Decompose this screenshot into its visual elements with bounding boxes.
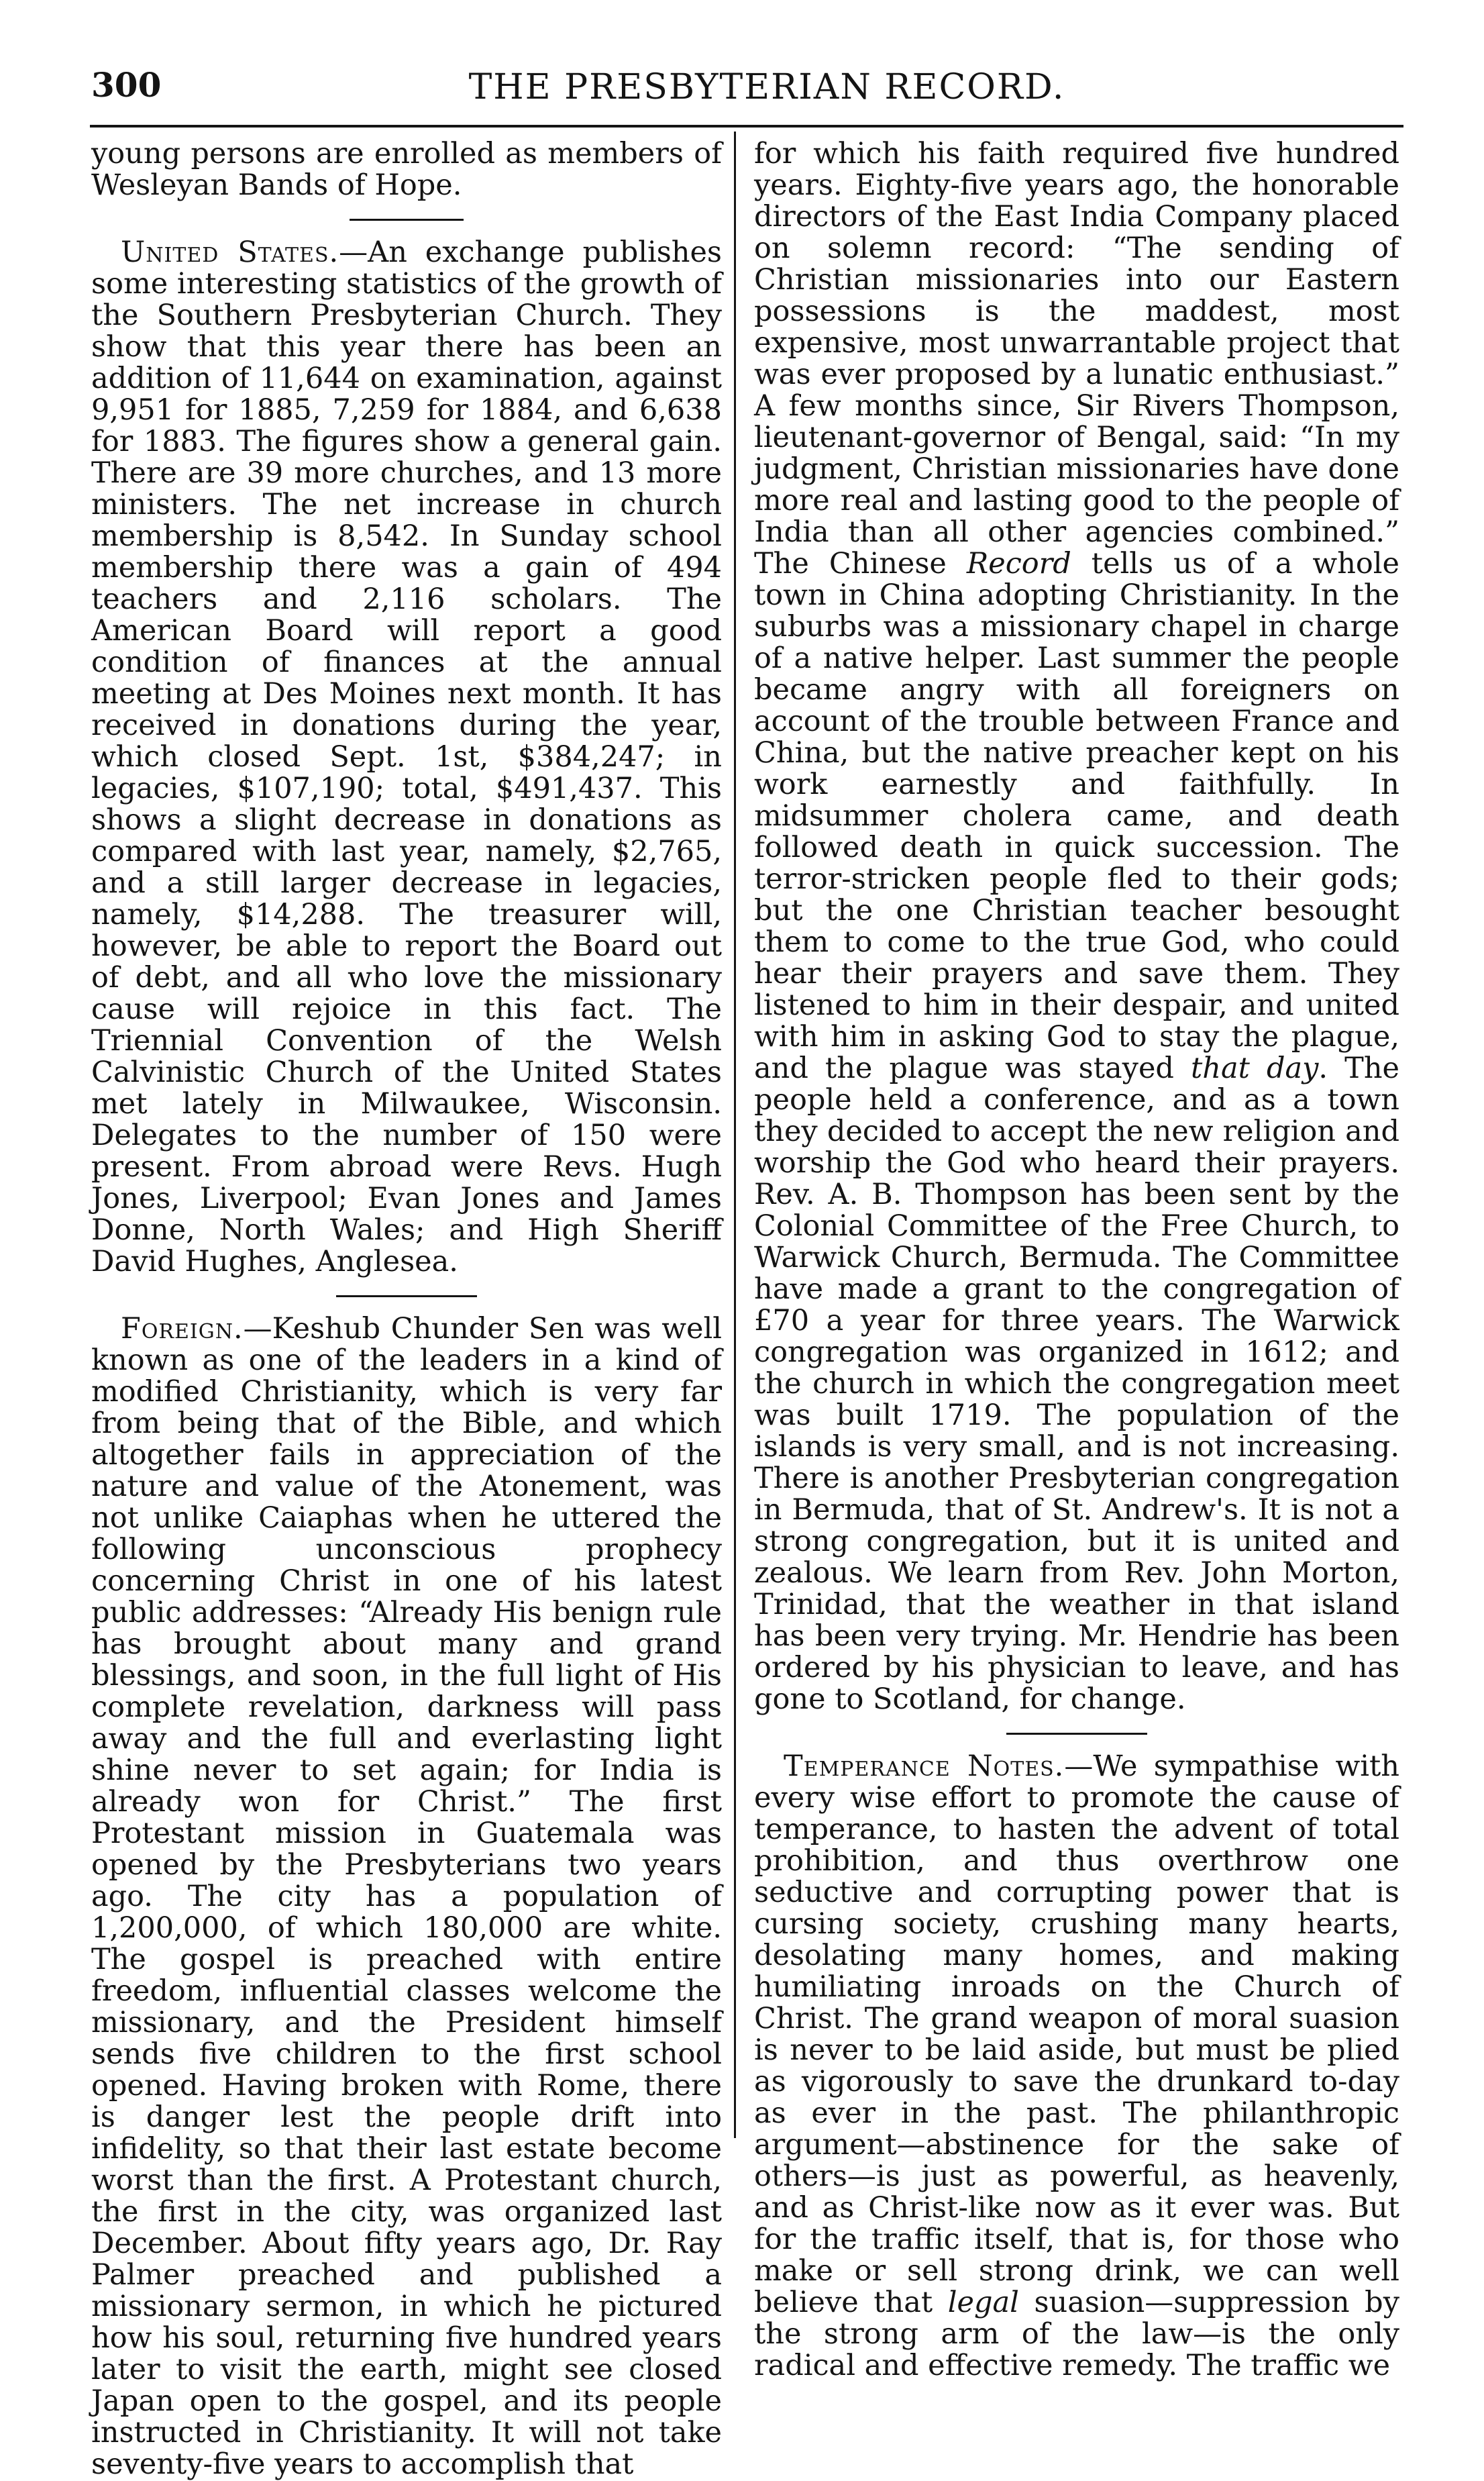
temperance-heading: Temperance Notes. <box>784 1750 1065 1783</box>
page-header <box>91 62 1402 122</box>
column-divider-rule <box>734 132 736 2138</box>
legal-italic: legal <box>947 2286 1019 2319</box>
united-states-heading: United States. <box>121 236 339 269</box>
that-day-italic: that day <box>1191 1052 1319 1085</box>
foreign-continued-text-3: . The people held a conference, and as a town they decided to accept the new religion and worship the God who heard their prayers. Rev. A. B. Thompson has been sent by the Colonial Committee of the Free Church, to Warwick Church, Bermuda. The Committee have made a grant to the congregation of £70 a year for three years. The Warwick congregation was organized in 1612; and the church in which the congregation meet was built 1719. The population of the islands is very small, and is not increasing. There is another Presbyterian congregation in Bermuda, that of St. Andrew's. It is not a strong congregation, but it is united and zealous. We learn from Rev. John Morton, Trinidad, that the weather in that island has been very trying. Mr. Hendrie has been ordered by his physician to leave, and has gone to Scotland, for change. <box>754 1052 1399 1716</box>
foreign-text: —Keshub Chunder Sen was well known as one of the leaders in a kind of modified Christianity, which is very far from being that of the Bible, and which altogether fails in appreciation of the nature and value of the Atonement, was not unlike Caiaphas when he uttered the following unconscious prophecy concerning Christ in one of his latest public addresses: “Already His benign rule has brought about many and grand blessings, and soon, in the full light of His complete revelation, darkness will pass away and the full and everlasting light shine never to set again; for India is already won for Christ.” The first Protestant mission in Guatemala was opened by the Presbyterians two years ago. The city has a population of 1,200,000, of which 180,000 are white. The gospel is preached with entire freedom, influential classes welcome the missionary, and the President himself sends five children to the first school opened. Having broken with Rome, there is danger lest the people drift into infidelity, so that their last estate become worst than the first. A Protestant church, the first in the city, was organized last December. About fifty years ago, Dr. Ray Palmer preached and published a missionary sermon, in which he pictured how his soul, returning five hundred years later to visit the earth, might see closed Japan open to the gospel, and its people instructed in Christianity. It will not take seventy-five years to accomplish that <box>91 1312 722 2481</box>
foreign-section <box>91 1313 722 2480</box>
continued-paragraph: young persons are enrolled as members of Wesleyan Bands of Hope. <box>91 137 722 202</box>
foreign-heading: Foreign. <box>121 1312 244 1346</box>
foreign-continued-text-1: for which his faith required five hundred years. Eighty-five years ago, the honorable directors of the East India Company placed on solemn record: “The sending of Christian missionaries into our Eastern possessions is the maddest, most expensive, most unwarrantable project that was ever proposed by a lunatic enthusiast.” A few months since, Sir Rivers Thompson, lieutenant-governor of Bengal, said: “In my judgment, Christian missionaries have done more real and lasting good to the people of India than all other agencies combined.” The Chinese <box>754 137 1399 580</box>
united-states-text: —An exchange publishes some interesting statistics of the growth of the Southern Presbyterian Church. They show that this year there has been an addition of 11,644 on examination, against 9,951 for 1885, 7,259 for 1884, and 6,638 for 1883. The figures show a general gain. There are 39 more churches, and 13 more ministers. The net increase in church membership is 8,542. In Sunday school membership there was a gain of 494 teachers and 2,116 scholars. The American Board will report a good condition of finances at the annual meeting at Des Moines next month. It has received in donations during the year, which closed Sept. 1st, $384,247; in legacies, $107,190; total, $491,437. This shows a slight decrease in donations as compared with last year, namely, $2,765, and a still larger decrease in legacies, namely, $14,288. The treasurer will, however, be able to report the Board out of debt, and all who love the missionary cause will rejoice in this fact. The Triennial Convention of the Welsh Calvinistic Church of the United States met lately in Milwaukee, Wisconsin. Delegates to the number of 150 were present. From abroad were Revs. Hugh Jones, Liverpool; Evan Jones and James Donne, North Wales; and High Sheriff David Hughes, Anglesea. <box>91 236 722 1278</box>
united-states-section <box>91 237 722 1278</box>
temperance-text-2: suasion—suppression by the strong arm of the law—is the only radical and effective remedy. The traffic we <box>754 2286 1399 2382</box>
section-divider <box>350 219 464 221</box>
running-title: THE PRESBYTERIAN RECORD. <box>468 67 1065 107</box>
foreign-continued-text-2: tells us of a whole town in China adopting Christianity. In the suburbs was a missionary chapel in charge of a native helper. Last summer the people became angry with all foreigners on account of the trouble between France and China, but the native preacher kept on his work earnestly and faithfully. In midsummer cholera came, and death followed death in quick succession. The terror-stricken people fled to their gods; but the one Christian teacher besought them to come to the true God, who could hear their prayers and save them. They listened to him in their despair, and united with him in asking God to stay the plague, and the plague was stayed <box>754 547 1399 1085</box>
record-italic: Record <box>966 547 1071 580</box>
section-divider <box>1006 1733 1147 1735</box>
left-column <box>91 138 722 2480</box>
page-number: 300 <box>91 65 162 105</box>
foreign-continued-paragraph <box>754 138 1399 1715</box>
section-divider <box>336 1295 477 1297</box>
header-rule <box>90 125 1403 128</box>
temperance-section <box>754 1751 1399 2382</box>
right-column <box>754 138 1399 2382</box>
temperance-text-1: —We sympathise with every wise effort to promote the cause of temperance, to hasten the advent of total prohibition, and thus overthrow one seductive and corrupting power that is cursing society, crushing many hearts, desolating many homes, and making humiliating inroads on the Church of Christ. The grand weapon of moral suasion is never to be laid aside, but must be plied as vigorously to save the drunkard to-day as ever in the past. The philanthropic argument—abstinence for the sake of others—is just as powerful, as heavenly, and as Christ-like now as it ever was. But for the traffic itself, that is, for those who make or sell strong drink, we can well believe that <box>754 1750 1399 2319</box>
